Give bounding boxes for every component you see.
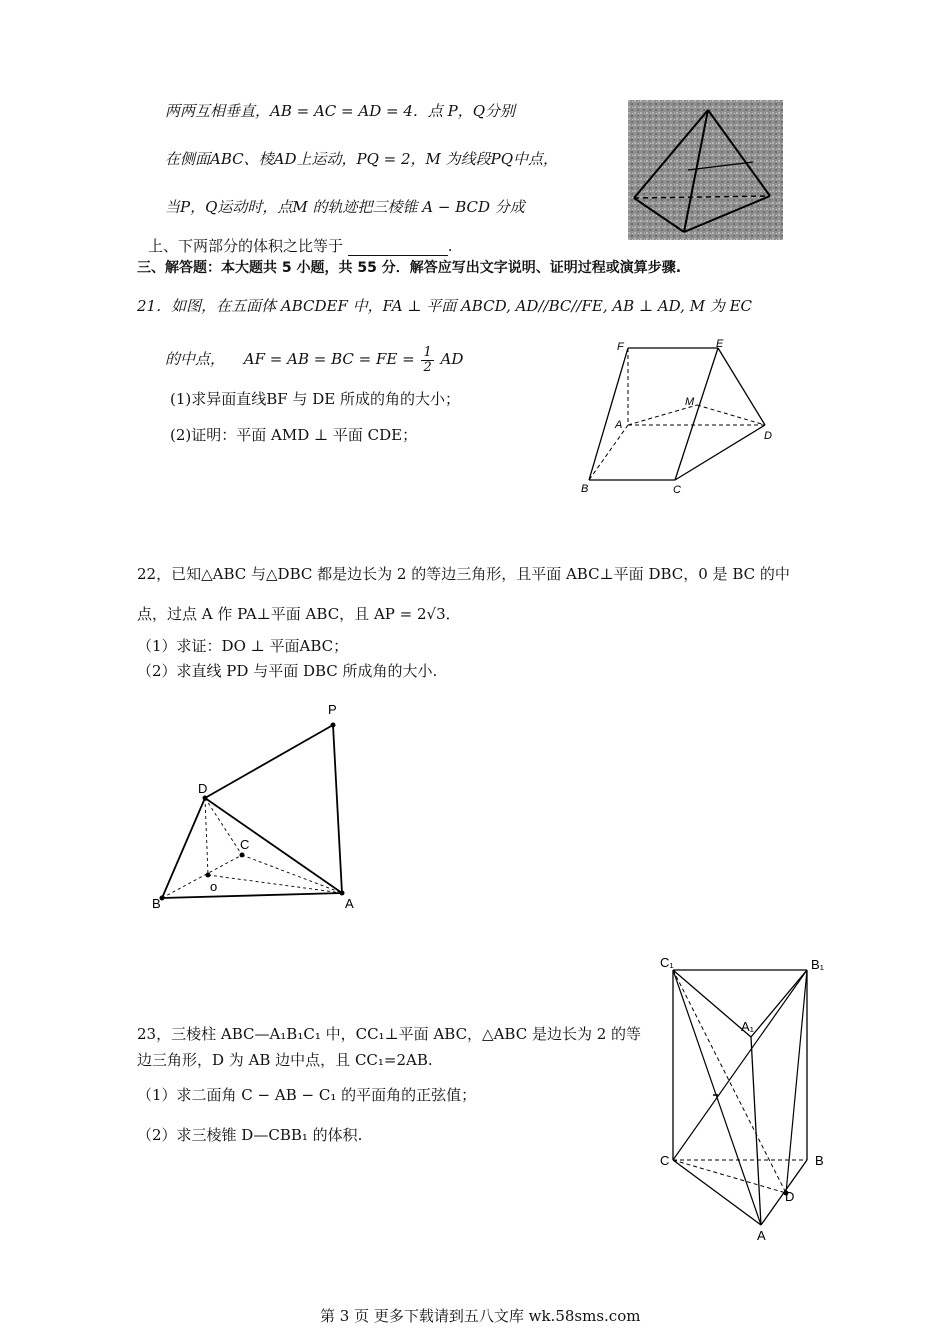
q22-label-D: D [198, 781, 208, 796]
q20-line4 [148, 236, 453, 256]
tetrahedron-svg [628, 100, 783, 240]
q20-line2: 在侧面ABC、棱AD上运动，PQ = 2，M 为线段PQ中点， [165, 150, 559, 168]
q22-label-C: C [240, 837, 250, 852]
q22-part2: （2）求直线 PD 与平面 DBC 所成角的大小. [137, 662, 438, 680]
pentahedron-figure [575, 335, 795, 505]
prism-figure [655, 955, 845, 1240]
q21-label-E: E [716, 338, 724, 350]
q21-label-A: A [615, 419, 623, 431]
q21-label-D: D [764, 430, 772, 442]
q20-line4-end: . [447, 237, 453, 255]
q21-line1: 21．如图，在五面体 ABCDEF 中，FA ⊥ 平面 ABCD, AD//BC//FE, AB ⊥ AD, M 为 EC [137, 297, 753, 315]
q23-label-B: B [815, 1153, 824, 1168]
q22-part1: （1）求证：DO ⊥ 平面ABC； [137, 637, 349, 655]
q21-part1: (1)求异面直线BF 与 DE 所成的角的大小； [170, 390, 460, 408]
q21-line2-eq: AF = AB = BC = FE = [243, 350, 415, 368]
q22-line2: 点，过点 A 作 PA⊥平面 ABC，且 AP = 2√3． [137, 605, 461, 623]
q21-label-M: M [685, 396, 695, 408]
q21-label-C: C [673, 484, 681, 496]
q21-part2: (2)证明：平面 AMD ⊥ 平面 CDE； [170, 426, 418, 444]
q23-part1: （1）求二面角 C − AB − C₁ 的平面角的正弦值； [137, 1086, 477, 1104]
q20-line1: 两两互相垂直，AB = AC = AD = 4．点 P，Q分别 [165, 102, 516, 120]
q21-label-B: B [581, 483, 589, 495]
q22-label-P: P [328, 702, 337, 717]
answer-blank [348, 241, 448, 256]
q21-label-F: F [617, 341, 624, 353]
q22-figure [150, 690, 380, 915]
q22-label-A: A [345, 896, 354, 911]
q23-line2: 边三角形，D 为 AB 边中点，且 CC₁=2AB. [137, 1051, 433, 1069]
tetrahedron-figure [628, 100, 783, 240]
q23-label-C1: C₁ [660, 955, 674, 970]
q23-label-D: D [785, 1189, 795, 1204]
q23-label-A1: A₁ [741, 1019, 755, 1034]
q21-fraction [421, 346, 433, 375]
q21-line2-post: AD [440, 350, 464, 368]
q23-label-C: C [660, 1153, 670, 1168]
q23-label-B1: B₁ [811, 957, 825, 972]
q22-label-B: B [152, 896, 161, 911]
q23-line1: 23，三棱柱 ABC—A₁B₁C₁ 中，CC₁⊥平面 ABC，△ABC 是边长为 2 的等 [137, 1025, 642, 1043]
q20-line3: 当P，Q运动时，点M 的轨迹把三棱锥 A − BCD 分成 [165, 198, 525, 216]
q21-line2 [165, 345, 463, 375]
q22-label-o: o [210, 879, 218, 894]
q20-line4-text: 上、下两部分的体积之比等于 [148, 237, 344, 255]
q23-part2: （2）求三棱锥 D—CBB₁ 的体积. [137, 1126, 363, 1144]
page-footer: 第 3 页 更多下载请到五八文库 wk.58sms.com [320, 1307, 641, 1325]
q21-line2-pre: 的中点， [165, 350, 226, 368]
frac-den: 2 [423, 359, 432, 375]
q22-line1: 22，已知△ABC 与△DBC 都是边长为 2 的等边三角形，且平面 ABC⊥平面 DBC，0 是 BC 的中 [137, 565, 790, 583]
q23-label-A: A [757, 1228, 766, 1240]
section3-heading: 三、解答题：本大题共 5 小题，共 55 分．解答应写出文字说明、证明过程或演算步骤. [137, 260, 682, 276]
frac-num: 1 [423, 344, 432, 360]
